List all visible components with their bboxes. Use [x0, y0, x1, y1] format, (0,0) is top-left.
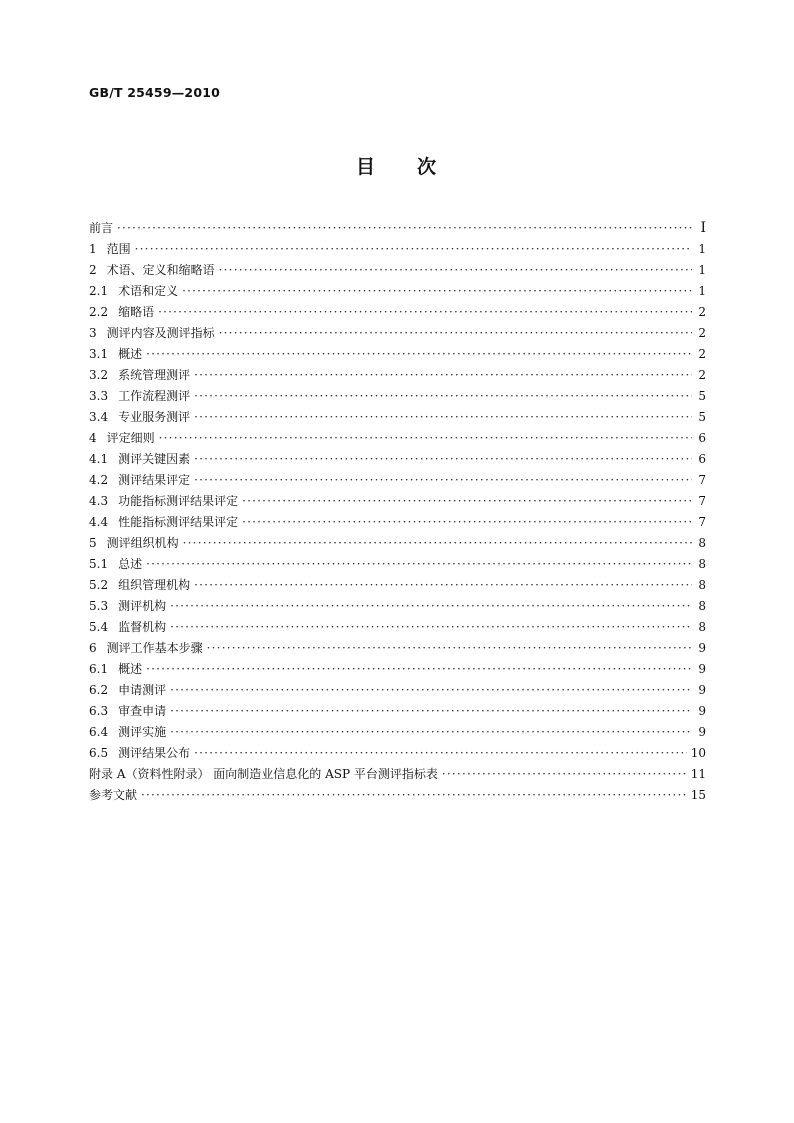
- toc-dot-leader: [170, 722, 692, 743]
- toc-entry-title: 测评结果评定: [118, 473, 191, 487]
- toc-dot-leader: [170, 680, 692, 701]
- toc-entry-page: 6: [698, 452, 706, 466]
- toc-entry-page: 2: [698, 347, 706, 361]
- toc-entry[interactable]: [89, 554, 706, 575]
- toc-dot-leader: [194, 407, 692, 428]
- toc-entry[interactable]: [89, 281, 706, 302]
- toc-entry-title: 测评结果公布: [118, 746, 191, 760]
- toc-entry-page: 2: [698, 326, 706, 340]
- toc-entry-page: 8: [698, 578, 706, 592]
- toc-entry-page: 15: [690, 788, 706, 802]
- table-of-contents: [89, 218, 706, 806]
- toc-entry-number: 4.1: [89, 452, 109, 466]
- toc-dot-leader: [242, 512, 692, 533]
- toc-entry-number: 6.4: [89, 725, 109, 739]
- toc-entry-page: Ⅰ: [700, 220, 706, 236]
- toc-entry-number: 6.2: [89, 683, 109, 697]
- toc-entry-title: 测评关键因素: [118, 452, 191, 466]
- toc-entry-number: 3.1: [89, 347, 109, 361]
- toc-dot-leader: [194, 470, 692, 491]
- toc-dot-leader: [194, 743, 687, 764]
- toc-entry-number: 6.1: [89, 662, 109, 676]
- toc-entry[interactable]: [89, 638, 706, 659]
- toc-entry-number: 3.2: [89, 368, 109, 382]
- toc-dot-leader: [242, 491, 692, 512]
- toc-dot-leader: [117, 218, 692, 239]
- toc-entry-title: 工作流程测评: [118, 389, 191, 403]
- toc-entry-number: 6: [89, 641, 97, 655]
- toc-entry[interactable]: [89, 617, 706, 638]
- toc-entry-title: 总述: [118, 557, 143, 571]
- toc-entry-page: 6: [698, 431, 706, 445]
- toc-entry[interactable]: [89, 575, 706, 596]
- toc-entry[interactable]: [89, 428, 706, 449]
- toc-entry[interactable]: [89, 365, 706, 386]
- toc-entry-number: 4.2: [89, 473, 109, 487]
- toc-entry-number: 4.4: [89, 515, 109, 529]
- toc-entry[interactable]: [89, 512, 706, 533]
- toc-entry-title: 组织管理机构: [118, 578, 191, 592]
- toc-dot-leader: [146, 554, 692, 575]
- toc-dot-leader: [194, 575, 692, 596]
- toc-dot-leader: [141, 785, 687, 806]
- toc-entry[interactable]: [89, 407, 706, 428]
- toc-dot-leader: [146, 659, 692, 680]
- toc-entry[interactable]: [89, 722, 706, 743]
- toc-entry-title: 概述: [118, 662, 143, 676]
- toc-entry-number: 2.1: [89, 284, 109, 298]
- toc-entry-number: 5.4: [89, 620, 109, 634]
- toc-dot-leader: [194, 386, 692, 407]
- toc-dot-leader: [219, 323, 692, 344]
- toc-entry-title: 范围: [106, 242, 131, 256]
- toc-dot-leader: [183, 533, 692, 554]
- toc-entry-number: 5.3: [89, 599, 109, 613]
- toc-entry-title: 测评组织机构: [106, 536, 179, 550]
- toc-entry-title: 前言: [89, 221, 114, 235]
- toc-entry-number: 3.4: [89, 410, 109, 424]
- toc-entry-title: 评定细则: [106, 431, 155, 445]
- page-title: [0, 152, 794, 179]
- toc-entry-page: 2: [698, 368, 706, 382]
- toc-entry-page: 5: [698, 389, 706, 403]
- toc-dot-leader: [194, 365, 692, 386]
- toc-entry[interactable]: [89, 785, 706, 806]
- toc-entry-number: 5.2: [89, 578, 109, 592]
- toc-entry-page: 1: [698, 284, 706, 298]
- toc-dot-leader: [170, 701, 692, 722]
- toc-entry-page: 9: [698, 704, 706, 718]
- toc-entry-number: 5: [89, 536, 97, 550]
- toc-entry[interactable]: [89, 470, 706, 491]
- toc-entry[interactable]: [89, 386, 706, 407]
- toc-dot-leader: [170, 596, 692, 617]
- toc-entry-number: 1: [89, 242, 97, 256]
- toc-entry-page: 5: [698, 410, 706, 424]
- toc-dot-leader: [194, 449, 692, 470]
- toc-entry-title: 参考文献: [89, 788, 138, 802]
- toc-dot-leader: [135, 239, 692, 260]
- toc-entry-number: 6.3: [89, 704, 109, 718]
- toc-dot-leader: [146, 344, 692, 365]
- toc-entry-page: 9: [698, 725, 706, 739]
- toc-entry-number: 6.5: [89, 746, 109, 760]
- toc-entry-number: 4.3: [89, 494, 109, 508]
- toc-entry-title: 性能指标测评结果评定: [118, 515, 239, 529]
- title-part-2: 次: [417, 156, 439, 178]
- toc-entry-title: 测评实施: [118, 725, 167, 739]
- toc-entry-title: 申请测评: [118, 683, 167, 697]
- toc-entry-title: 审查申请: [118, 704, 167, 718]
- toc-entry-number: 2.2: [89, 305, 109, 319]
- toc-entry-number: 2: [89, 263, 97, 277]
- toc-entry-page: 1: [698, 263, 706, 277]
- toc-dot-leader: [219, 260, 692, 281]
- toc-entry[interactable]: [89, 680, 706, 701]
- toc-entry-page: 9: [698, 683, 706, 697]
- toc-entry-title: 系统管理测评: [118, 368, 191, 382]
- toc-entry-number: 3.3: [89, 389, 109, 403]
- toc-entry-title: 缩略语: [118, 305, 155, 319]
- toc-dot-leader: [442, 764, 687, 785]
- toc-entry[interactable]: [89, 491, 706, 512]
- toc-dot-leader: [170, 617, 692, 638]
- toc-entry[interactable]: [89, 701, 706, 722]
- toc-entry-page: 7: [698, 515, 706, 529]
- toc-entry-page: 9: [698, 662, 706, 676]
- toc-entry-page: 7: [698, 494, 706, 508]
- toc-entry[interactable]: [89, 239, 706, 260]
- toc-entry-title: 监督机构: [118, 620, 167, 634]
- toc-entry-title: 测评机构: [118, 599, 167, 613]
- toc-entry[interactable]: [89, 218, 706, 239]
- toc-entry[interactable]: [89, 260, 706, 281]
- toc-entry[interactable]: [89, 533, 706, 554]
- toc-entry-title: 测评工作基本步骤: [106, 641, 203, 655]
- toc-entry-title: 术语、定义和缩略语: [106, 263, 215, 277]
- toc-entry[interactable]: [89, 344, 706, 365]
- toc-entry-page: 8: [698, 536, 706, 550]
- toc-entry[interactable]: [89, 596, 706, 617]
- toc-dot-leader: [207, 638, 692, 659]
- toc-entry-number: 5.1: [89, 557, 109, 571]
- toc-entry-page: 9: [698, 641, 706, 655]
- toc-entry-page: 8: [698, 557, 706, 571]
- toc-entry-title: 附录 A（资料性附录） 面向制造业信息化的 ASP 平台测评指标表: [89, 767, 438, 781]
- toc-entry-page: 1: [698, 242, 706, 256]
- toc-entry-title: 测评内容及测评指标: [106, 326, 215, 340]
- toc-entry-number: 4: [89, 431, 97, 445]
- toc-entry-page: 2: [698, 305, 706, 319]
- toc-entry-number: 3: [89, 326, 97, 340]
- toc-entry-title: 功能指标测评结果评定: [118, 494, 239, 508]
- toc-entry-title: 专业服务测评: [118, 410, 191, 424]
- toc-dot-leader: [159, 428, 692, 449]
- toc-entry[interactable]: [89, 323, 706, 344]
- toc-entry-page: 8: [698, 599, 706, 613]
- toc-entry-title: 术语和定义: [118, 284, 179, 298]
- title-part-1: 目: [355, 156, 377, 178]
- toc-entry[interactable]: [89, 743, 706, 764]
- toc-dot-leader: [182, 281, 692, 302]
- toc-entry-title: 概述: [118, 347, 143, 361]
- toc-entry-page: 10: [690, 746, 706, 760]
- toc-entry[interactable]: [89, 659, 706, 680]
- toc-entry-page: 7: [698, 473, 706, 487]
- toc-entry[interactable]: [89, 764, 706, 785]
- standard-code: GB/T 25459—2010: [89, 85, 221, 100]
- toc-dot-leader: [158, 302, 692, 323]
- toc-entry[interactable]: [89, 449, 706, 470]
- toc-entry-page: 11: [690, 767, 706, 781]
- toc-entry-page: 8: [698, 620, 706, 634]
- toc-entry[interactable]: [89, 302, 706, 323]
